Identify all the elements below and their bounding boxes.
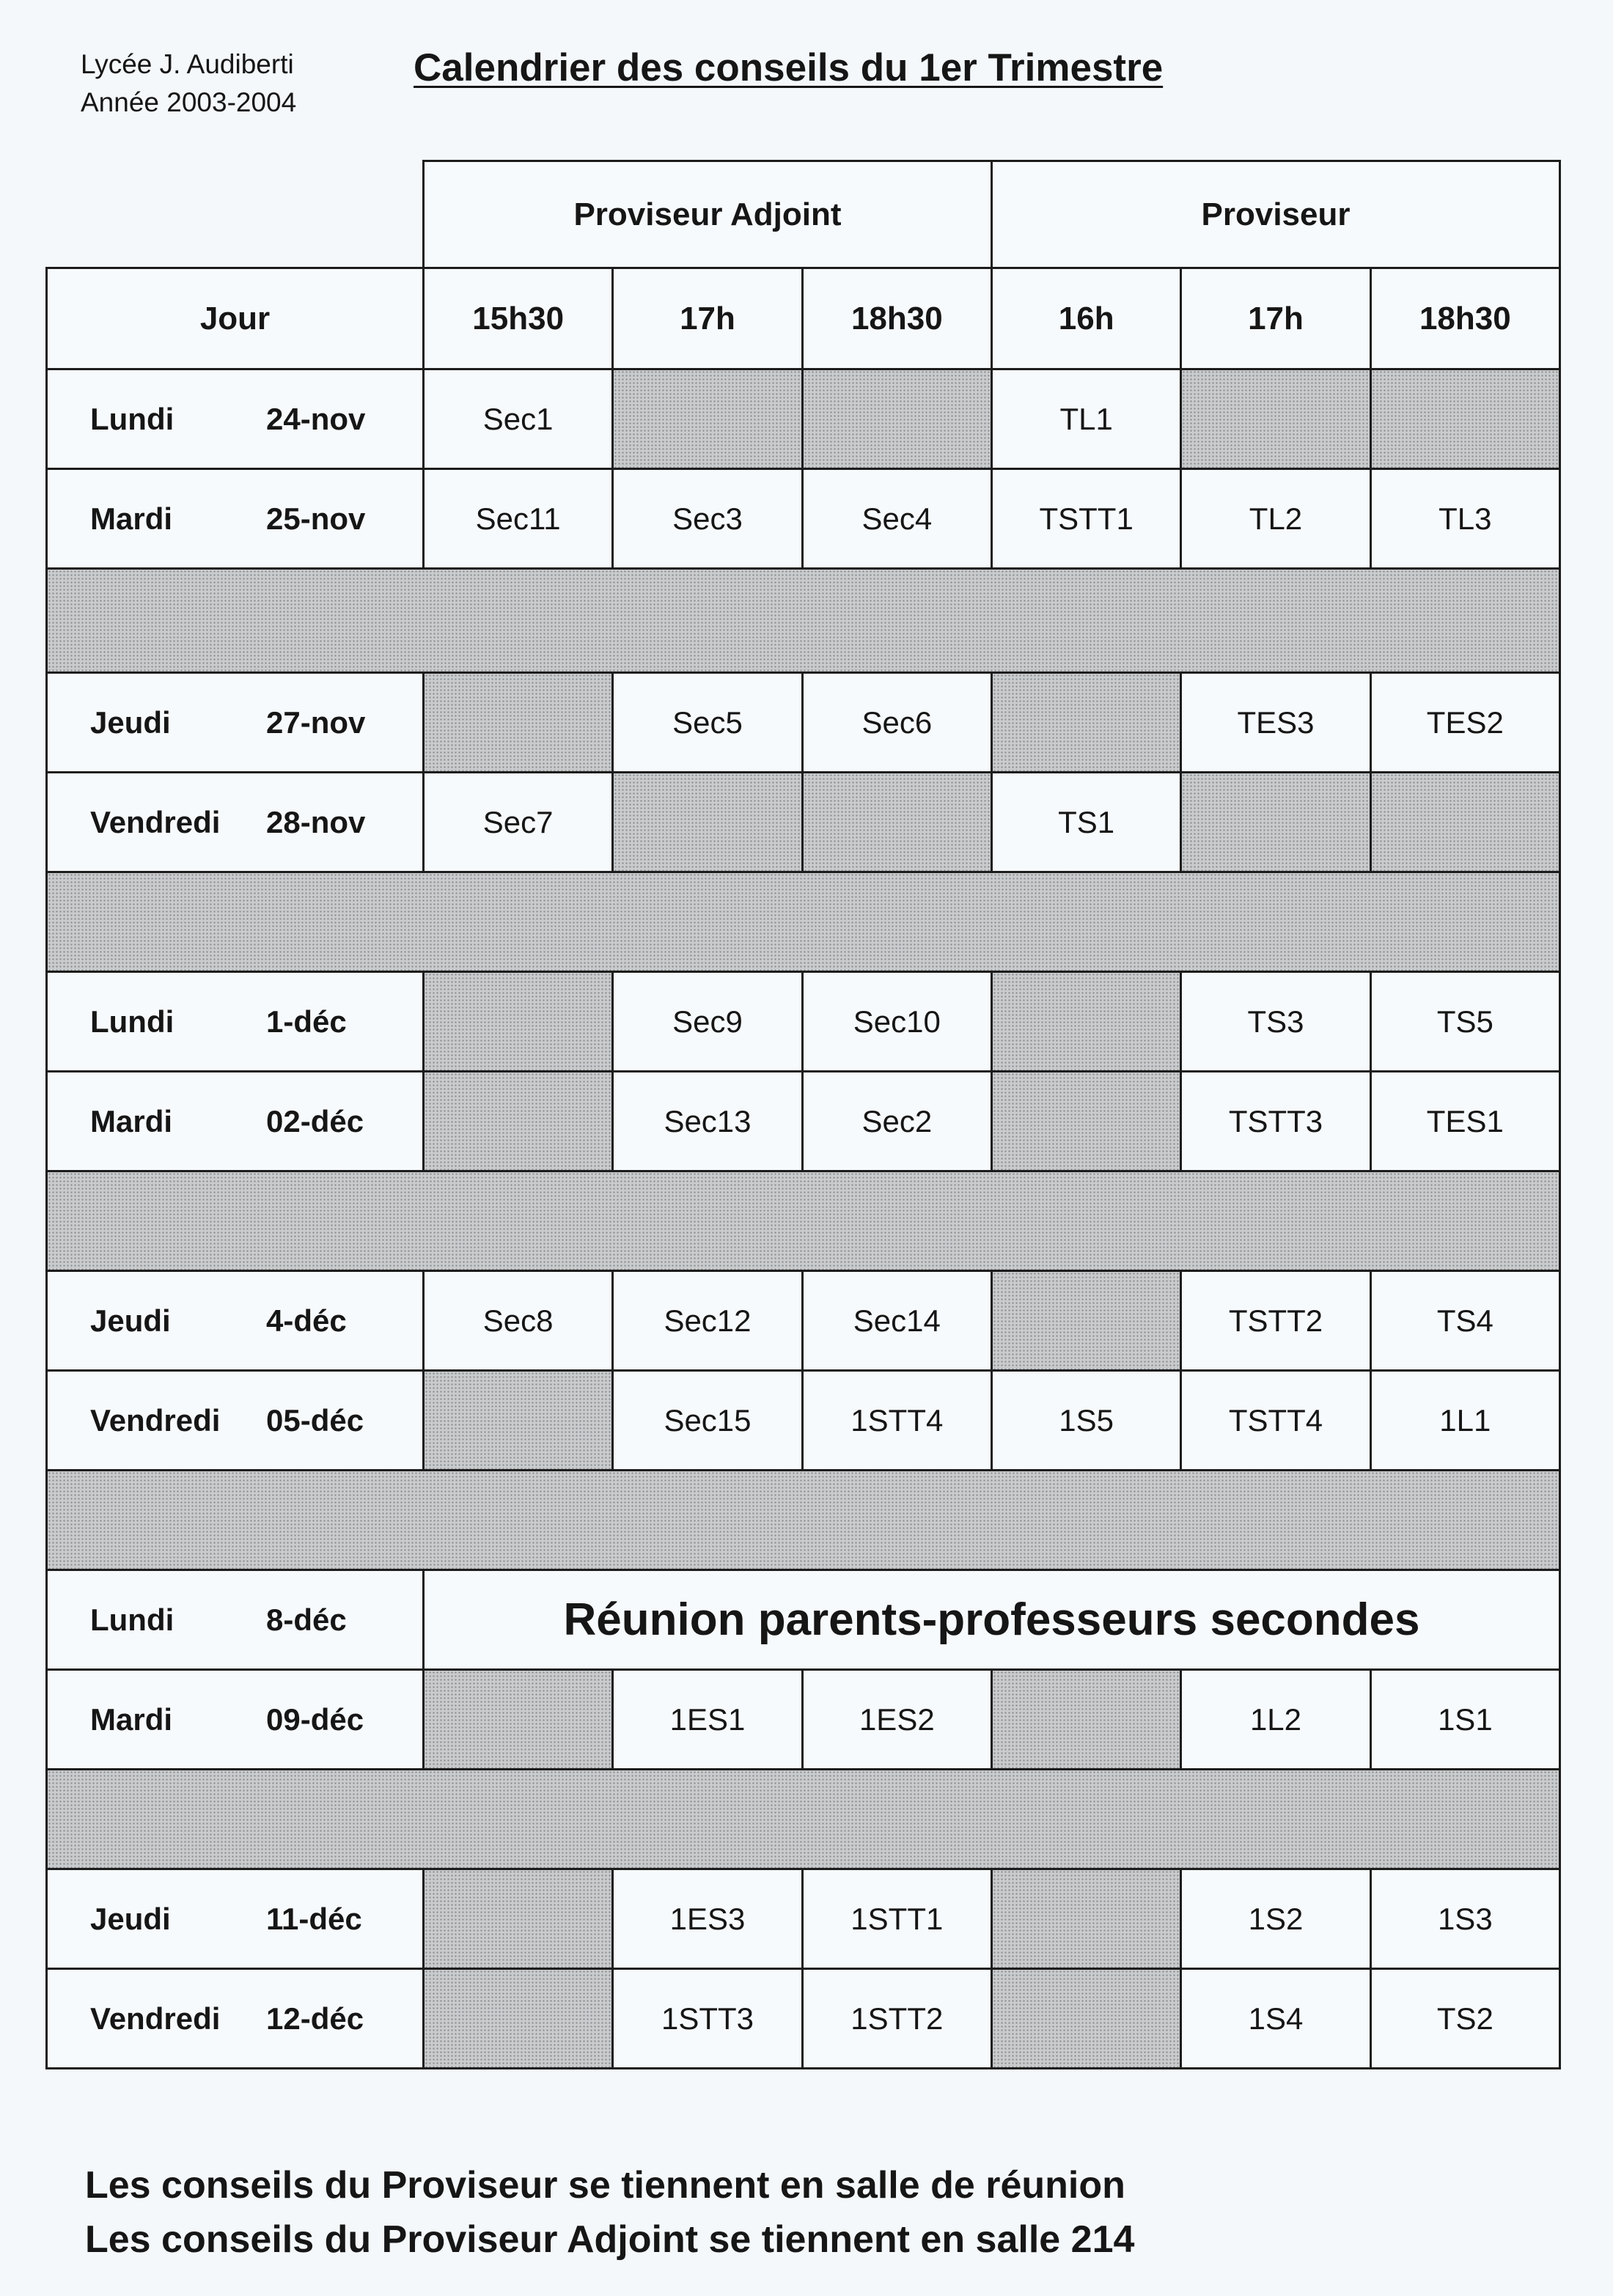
empty-slot — [801, 368, 993, 470]
day-name: Lundi — [90, 1004, 174, 1039]
group-header-proviseur-adjoint: Proviseur Adjoint — [422, 160, 993, 269]
day-cell — [45, 1968, 425, 2069]
class-cell: TL1 — [991, 368, 1182, 470]
day-cell — [45, 1369, 425, 1471]
day-date: 05-déc — [266, 1402, 364, 1438]
class-cell: 1STT1 — [801, 1868, 993, 1970]
day-name: Vendredi — [90, 804, 221, 839]
class-cell: 1L1 — [1370, 1369, 1561, 1471]
day-date: 12-déc — [266, 2001, 364, 2036]
time-header: 17h — [1180, 267, 1371, 370]
class-cell: TL2 — [1180, 468, 1371, 570]
empty-slot — [991, 1868, 1182, 1970]
class-cell: Sec11 — [422, 468, 614, 570]
class-cell: 1ES3 — [611, 1868, 803, 1970]
class-cell: Sec5 — [611, 671, 803, 773]
reunion-note: Réunion parents-professeurs secondes — [422, 1569, 1561, 1671]
class-cell: Sec4 — [801, 468, 993, 570]
day-name: Lundi — [90, 401, 174, 436]
class-cell: Sec6 — [801, 671, 993, 773]
class-cell: 1L2 — [1180, 1668, 1371, 1770]
day-date: 11-déc — [266, 1901, 362, 1936]
school-year: Année 2003-2004 — [81, 87, 297, 117]
class-cell: TL3 — [1370, 468, 1561, 570]
day-name: Mardi — [90, 1103, 173, 1138]
table-corner-blank — [45, 160, 422, 267]
class-cell: TS4 — [1370, 1270, 1561, 1372]
day-cell — [45, 671, 425, 773]
time-header: 18h30 — [801, 267, 993, 370]
day-date: 28-nov — [266, 804, 366, 839]
class-cell: TES3 — [1180, 671, 1371, 773]
class-cell: 1STT2 — [801, 1968, 993, 2069]
empty-slot — [1180, 771, 1371, 873]
empty-slot — [422, 1968, 614, 2069]
day-date: 1-déc — [266, 1004, 347, 1039]
day-date: 4-déc — [266, 1303, 347, 1338]
class-cell: Sec9 — [611, 971, 803, 1072]
empty-slot — [991, 1668, 1182, 1770]
empty-slot — [422, 1668, 614, 1770]
class-cell: TSTT2 — [1180, 1270, 1371, 1372]
class-cell: Sec1 — [422, 368, 614, 470]
note-proviseur-adjoint: Les conseils du Proviseur Adjoint se tiennent en salle 214 — [85, 2218, 1135, 2261]
empty-slot — [422, 1369, 614, 1471]
day-date: 09-déc — [266, 1701, 364, 1737]
empty-slot — [991, 1270, 1182, 1372]
empty-slot — [991, 1968, 1182, 2069]
class-cell: TS3 — [1180, 971, 1371, 1072]
day-date: 02-déc — [266, 1103, 364, 1138]
school-info — [81, 45, 296, 122]
day-date: 25-nov — [266, 501, 366, 536]
page-title: Calendrier des conseils du 1er Trimestre — [414, 46, 1164, 89]
class-cell: Sec2 — [801, 1070, 993, 1172]
empty-slot — [422, 1868, 614, 1970]
class-cell: TSTT4 — [1180, 1369, 1371, 1471]
day-cell — [45, 771, 425, 873]
class-cell: Sec7 — [422, 771, 614, 873]
empty-slot — [422, 971, 614, 1072]
empty-slot — [422, 671, 614, 773]
empty-slot — [611, 368, 803, 470]
class-cell: Sec12 — [611, 1270, 803, 1372]
time-header: 18h30 — [1370, 267, 1561, 370]
day-cell — [45, 1668, 425, 1770]
empty-slot — [991, 971, 1182, 1072]
day-name: Jeudi — [90, 1901, 171, 1936]
time-header: 16h — [991, 267, 1182, 370]
class-cell: TS1 — [991, 771, 1182, 873]
day-name: Vendredi — [90, 2001, 221, 2036]
day-name: Jeudi — [90, 1303, 171, 1338]
row-separator — [45, 1469, 1561, 1571]
empty-slot — [1180, 368, 1371, 470]
day-column-header: Jour — [45, 267, 425, 370]
notes — [85, 2158, 1134, 2267]
empty-slot — [801, 771, 993, 873]
empty-slot — [422, 1070, 614, 1172]
day-name: Lundi — [90, 1602, 174, 1637]
class-cell: 1S5 — [991, 1369, 1182, 1471]
empty-slot — [1370, 368, 1561, 470]
class-cell: Sec3 — [611, 468, 803, 570]
day-name: Vendredi — [90, 1402, 221, 1438]
class-cell: 1S3 — [1370, 1868, 1561, 1970]
class-cell: Sec15 — [611, 1369, 803, 1471]
day-cell — [45, 1569, 425, 1671]
class-cell: TS2 — [1370, 1968, 1561, 2069]
class-cell: 1S1 — [1370, 1668, 1561, 1770]
day-cell — [45, 1070, 425, 1172]
empty-slot — [991, 671, 1182, 773]
class-cell: 1STT4 — [801, 1369, 993, 1471]
row-separator — [45, 567, 1561, 674]
day-name: Jeudi — [90, 704, 171, 740]
day-cell — [45, 971, 425, 1072]
class-cell: 1STT3 — [611, 1968, 803, 2069]
empty-slot — [1370, 771, 1561, 873]
day-cell — [45, 1868, 425, 1970]
class-cell: Sec8 — [422, 1270, 614, 1372]
day-date: 27-nov — [266, 704, 366, 740]
day-cell — [45, 1270, 425, 1372]
class-cell: TSTT1 — [991, 468, 1182, 570]
day-date: 8-déc — [266, 1602, 347, 1637]
class-cell: TS5 — [1370, 971, 1561, 1072]
empty-slot — [991, 1070, 1182, 1172]
empty-slot — [611, 771, 803, 873]
group-header-proviseur: Proviseur — [991, 160, 1561, 269]
class-cell: 1ES1 — [611, 1668, 803, 1770]
day-date: 24-nov — [266, 401, 366, 436]
day-cell — [45, 368, 425, 470]
class-cell: TES2 — [1370, 671, 1561, 773]
row-separator — [45, 1768, 1561, 1870]
class-cell: Sec14 — [801, 1270, 993, 1372]
class-cell: Sec10 — [801, 971, 993, 1072]
note-proviseur: Les conseils du Proviseur se tiennent en salle de réunion — [85, 2164, 1125, 2207]
class-cell: 1S4 — [1180, 1968, 1371, 2069]
class-cell: 1S2 — [1180, 1868, 1371, 1970]
day-cell — [45, 468, 425, 570]
day-name: Mardi — [90, 1701, 173, 1737]
school-name: Lycée J. Audiberti — [81, 49, 294, 79]
time-header: 17h — [611, 267, 803, 370]
day-name: Mardi — [90, 501, 173, 536]
row-separator — [45, 871, 1561, 973]
time-header: 15h30 — [422, 267, 614, 370]
class-cell: TES1 — [1370, 1070, 1561, 1172]
schedule-table — [45, 160, 1559, 2080]
row-separator — [45, 1170, 1561, 1272]
class-cell: Sec13 — [611, 1070, 803, 1172]
class-cell: 1ES2 — [801, 1668, 993, 1770]
class-cell: TSTT3 — [1180, 1070, 1371, 1172]
